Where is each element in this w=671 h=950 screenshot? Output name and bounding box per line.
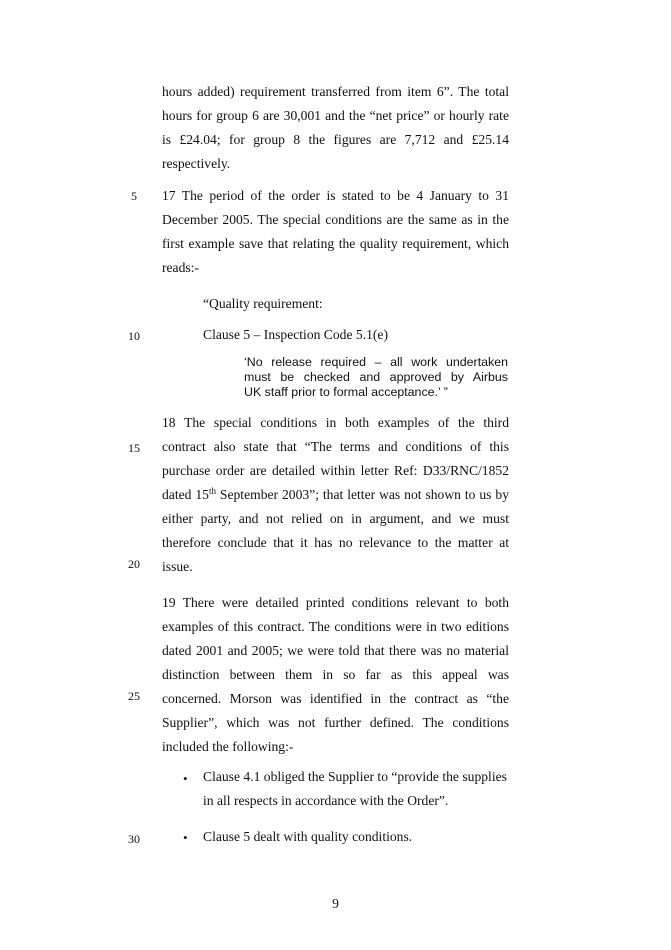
paragraph-19 xyxy=(162,591,509,759)
line-number: 20 xyxy=(128,557,140,571)
text-line: issue. xyxy=(162,559,193,574)
bullet-icon: • xyxy=(183,771,188,786)
text-fragment: dated 15 xyxy=(162,487,209,502)
quote-clause: Clause 5 – Inspection Code 5.1(e) xyxy=(203,327,388,342)
paragraph-continuation xyxy=(162,80,509,176)
quote-heading: “Quality requirement: xyxy=(203,296,323,311)
text-line: ‘No release required – all work undertaken xyxy=(244,355,508,369)
text-line: examples of this contract. The conditions were in two editions xyxy=(162,619,509,634)
text-line: 19 There were detailed printed conditions relevant to both xyxy=(162,595,509,610)
line-number: 5 xyxy=(131,189,137,203)
text-line: dated 2001 and 2005; we were told that there was no material xyxy=(162,643,509,658)
bullet-item xyxy=(203,765,509,813)
text-line: distinction between them in so far as this appeal was xyxy=(162,667,509,682)
line-number: 25 xyxy=(128,689,140,703)
text-line: either party, and not relied on in argument, and we must xyxy=(162,511,509,526)
text-line xyxy=(162,483,509,507)
bullet-icon: • xyxy=(183,830,188,845)
text-line: respectively. xyxy=(162,156,231,171)
text-line: hours for group 6 are 30,001 and the “net price” or hourly rate xyxy=(162,108,509,123)
text-line: first example save that relating the quality requirement, which xyxy=(162,236,509,251)
text-line: 18 The special conditions in both examples of the third xyxy=(162,415,509,430)
text-line: Clause 4.1 obliged the Supplier to “provide the supplies xyxy=(203,769,507,784)
text-line: in all respects in accordance with the Order”. xyxy=(203,793,449,808)
bullet-item xyxy=(203,825,509,849)
text-line: UK staff prior to formal acceptance.’ ” xyxy=(244,385,448,399)
text-line: reads:- xyxy=(162,260,199,275)
line-number: 10 xyxy=(128,329,140,343)
text-line: is £24.04; for group 8 the figures are 7,712 and £25.14 xyxy=(162,132,509,147)
page-number: 9 xyxy=(332,896,339,911)
text-line: included the following:- xyxy=(162,739,294,754)
paragraph-18 xyxy=(162,411,509,579)
paragraph-17 xyxy=(162,184,509,280)
text-fragment: September 2003”; that letter was not shown to us by xyxy=(215,487,509,502)
text-line: purchase order are detailed within letter Ref: D33/RNC/1852 xyxy=(162,463,509,478)
inner-quote xyxy=(244,355,508,400)
text-line: hours added) requirement transferred from item 6”. The total xyxy=(162,84,509,99)
line-number: 15 xyxy=(128,441,140,455)
text-line: December 2005. The special conditions are the same as in the xyxy=(162,212,509,227)
superscript: th xyxy=(208,486,216,496)
text-line: Supplier”, which was not further defined. The conditions xyxy=(162,715,509,730)
text-line: concerned. Morson was identified in the contract as “the xyxy=(162,691,509,706)
text-line: Clause 5 dealt with quality conditions. xyxy=(203,829,413,844)
line-number: 30 xyxy=(128,832,140,846)
text-line: therefore conclude that it has no relevance to the matter at xyxy=(162,535,509,550)
text-line: 17 The period of the order is stated to be 4 January to 31 xyxy=(162,188,509,203)
text-line: contract also state that “The terms and conditions of this xyxy=(162,439,509,454)
text-line: must be checked and approved by Airbus xyxy=(244,370,508,384)
